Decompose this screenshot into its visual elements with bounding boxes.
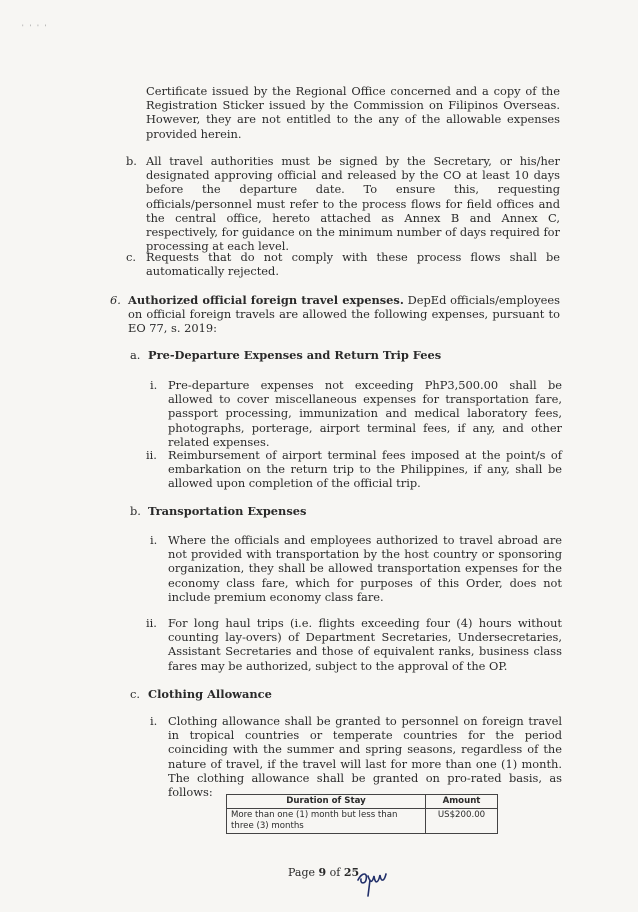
sub-b-ii-marker: ii. xyxy=(146,616,157,630)
sub-c-i-marker: i. xyxy=(150,714,158,728)
section-6-marker: 6. xyxy=(110,293,121,307)
sub-b-i-marker: i. xyxy=(150,533,158,547)
item-c xyxy=(146,250,560,278)
initials-signature xyxy=(356,862,402,898)
item-b xyxy=(146,154,560,253)
sub-a-heading: Pre-Departure Expenses and Return Trip Fees xyxy=(148,348,442,362)
sub-c-marker: c. xyxy=(130,687,141,701)
sub-a-i-text: Pre-departure expenses not exceeding PhP3,500.00 shall be allowed to cover miscellaneous expenses for transportation fare, passport processing, immunization and medical laboratory fees, photographs, porterage, airport terminal fees, if any, and other related expenses. xyxy=(168,378,562,449)
page-number xyxy=(288,866,359,879)
section-6-heading: Authorized official foreign travel expenses. xyxy=(128,293,404,307)
sub-a-i-marker: i. xyxy=(150,378,158,392)
table-header-row xyxy=(227,795,498,809)
section-6-text: DepEd officials/employees on official foreign travels are allowed the following expenses, pursuant to EO 77, s. 2019: xyxy=(128,293,561,336)
cell-duration: More than one (1) month but less than three (3) months xyxy=(227,809,426,834)
sub-c-heading: Clothing Allowance xyxy=(148,687,272,701)
page-middle: of xyxy=(326,866,344,879)
sub-a-ii xyxy=(168,448,562,491)
header-amount: Amount xyxy=(426,795,498,809)
cell-amount: US$200.00 xyxy=(426,809,498,834)
sub-a-ii-text: Reimbursement of airport terminal fees imposed at the point/s of embarkation on the return trip to the Philippines, if any, shall be allowed upon completion of the official trip. xyxy=(168,448,562,491)
item-c-marker: c. xyxy=(126,250,137,264)
clothing-allowance-table xyxy=(226,794,498,834)
item-b-marker: b. xyxy=(126,154,137,168)
continuation-paragraph xyxy=(146,84,560,141)
sub-a-i xyxy=(168,378,562,449)
sub-a-ii-marker: ii. xyxy=(146,448,157,462)
scan-specks: ' ' ' ' xyxy=(22,24,49,31)
sub-b-i-text: Where the officials and employees authorized to travel abroad are not provided with transportation by the host country or sponsoring organization, they shall be allowed transportation expenses for the economy class fare, which for purposes of this Order, does not include premium economy class fare. xyxy=(168,533,562,604)
continuation-text: Certificate issued by the Regional Office concerned and a copy of the Registration Sticker issued by the Commission on Filipinos Overseas. However, they are not entitled to the any of the allowable expenses provided herein. xyxy=(146,84,560,141)
item-c-text: Requests that do not comply with these process flows shall be automatically rejected. xyxy=(146,250,560,279)
sub-b-heading: Transportation Expenses xyxy=(148,504,307,518)
sub-c-i-text: Clothing allowance shall be granted to personnel on foreign travel in tropical countries or temperate countries for the period coinciding with the summer and spring seasons, regardless of the nature of travel, if the travel will last for more than one (1) month. The clothing allowance shall be granted on pro-rated basis, as follows: xyxy=(168,714,562,800)
section-6-paragraph xyxy=(128,293,560,336)
table-row xyxy=(227,809,498,834)
item-b-text: All travel authorities must be signed by the Secretary, or his/her designated approving official and released by the CO at least 10 days before the departure date. To ensure this, requesting officials/personnel must refer to the process flows for field offices and the central office, hereto attached as Annex B and Annex C, respectively, for guidance on the minimum number of days required for processing at each level. xyxy=(146,154,560,254)
section-6 xyxy=(128,293,560,336)
header-duration: Duration of Stay xyxy=(227,795,426,809)
sub-b-ii xyxy=(168,616,562,673)
sub-b-ii-text: For long haul trips (i.e. flights exceeding four (4) hours without counting lay-overs) of Department Secretaries, Undersecretaries, Assistant Secretaries and those of equivalent ranks, business class fares may be authorized, subject to the approval of the OP. xyxy=(168,616,562,673)
sub-b-i xyxy=(168,533,562,604)
sub-b-marker: b. xyxy=(130,504,141,518)
sub-a-marker: a. xyxy=(130,348,141,362)
sub-c-i xyxy=(168,714,562,799)
page-prefix: Page xyxy=(288,866,319,879)
page-total: 25 xyxy=(343,866,360,879)
page-current: 9 xyxy=(318,866,327,879)
